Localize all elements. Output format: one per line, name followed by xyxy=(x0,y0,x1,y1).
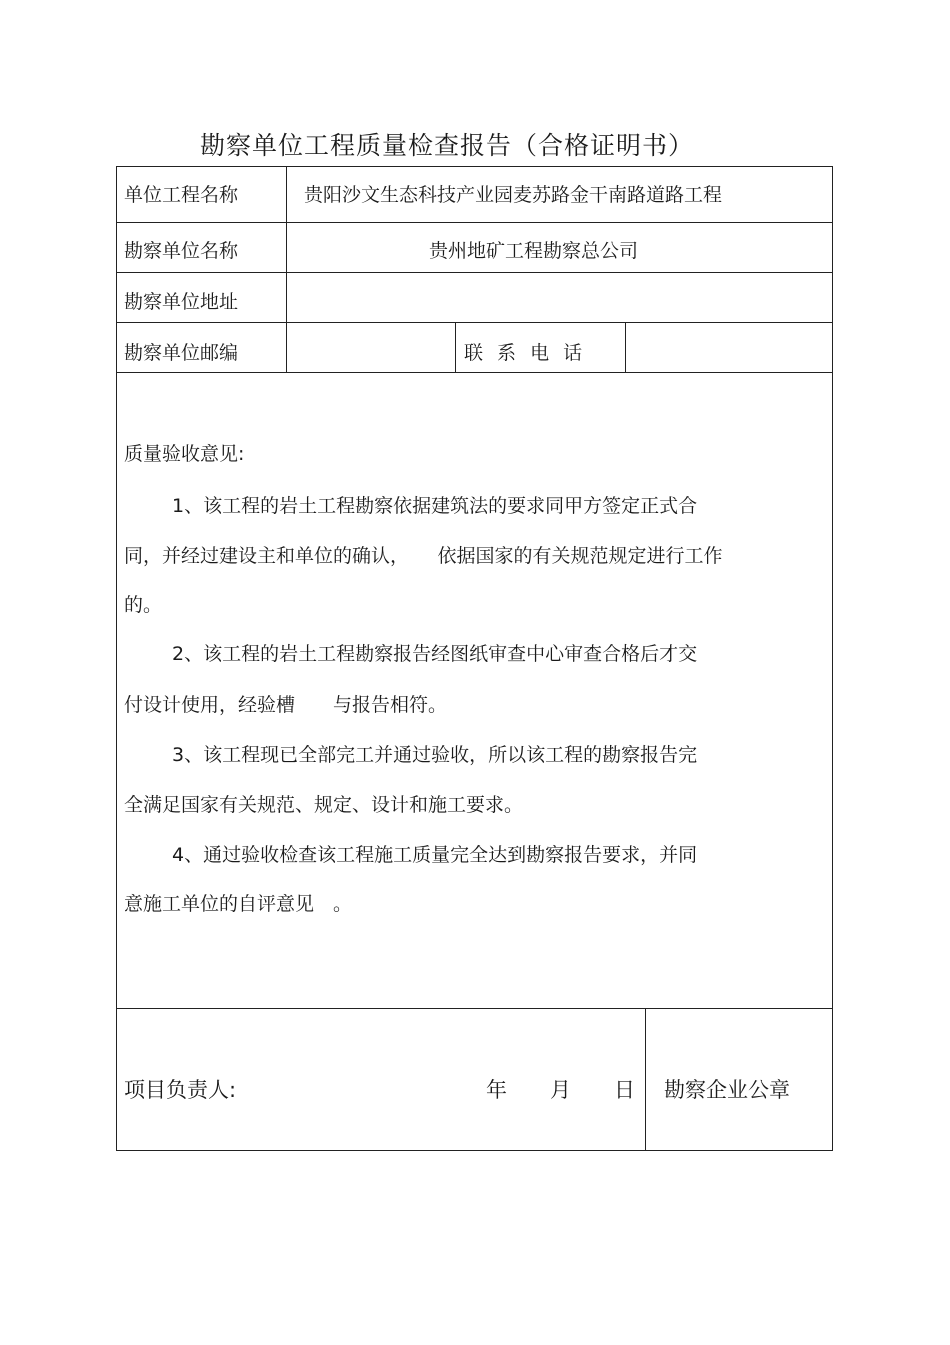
opinion-line: 4、通过验收检查该工程施工质量完全达到勘察报告要求，并同 xyxy=(172,844,698,866)
opinion-line: 3、该工程现已全部完工并通过验收，所以该工程的勘察报告完 xyxy=(172,744,698,766)
opinion-line: 意施工单位的自评意见 。 xyxy=(124,893,353,915)
column-divider xyxy=(645,1008,646,1151)
opinion-line: 1、该工程的岩土工程勘察依据建筑法的要求同甲方签定正式合 xyxy=(172,495,698,517)
opinion-line: 同，并经过建设主和单位的确认， 依据国家的有关规范规定进行工作 xyxy=(124,545,723,567)
row-divider xyxy=(116,372,833,373)
survey-unit-address-label: 勘察单位地址 xyxy=(124,291,239,313)
row-divider xyxy=(116,1008,833,1009)
contact-phone-label: 联 系 电 话 xyxy=(464,342,587,364)
row-divider xyxy=(116,272,833,273)
opinion-line: 付设计使用，经验槽 与报告相符。 xyxy=(124,694,448,716)
survey-unit-postcode-label: 勘察单位邮编 xyxy=(124,342,239,364)
opinion-line: 全满足国家有关规范、规定、设计和施工要求。 xyxy=(124,794,524,816)
project-name-value: 贵阳沙文生态科技产业园麦苏路金干南路道路工程 xyxy=(304,184,723,206)
column-divider xyxy=(625,322,626,373)
survey-unit-name-label: 勘察单位名称 xyxy=(124,240,239,262)
row-divider xyxy=(116,322,833,323)
company-seal-label: 勘察企业公章 xyxy=(664,1078,790,1102)
column-divider xyxy=(455,322,456,373)
row-divider xyxy=(116,222,833,223)
opinion-line: 的。 xyxy=(124,594,163,616)
project-name-label: 单位工程名称 xyxy=(124,184,239,206)
survey-unit-name-value: 贵州地矿工程勘察总公司 xyxy=(429,240,639,262)
column-divider xyxy=(286,166,287,373)
page-title: 勘察单位工程质量检查报告（合格证明书） xyxy=(200,131,695,160)
opinion-line: 2、该工程的岩土工程勘察报告经图纸审查中心审查合格后才交 xyxy=(172,643,698,665)
date-day-label: 日 xyxy=(614,1078,635,1102)
date-month-label: 月 xyxy=(550,1078,571,1102)
project-manager-label: 项目负责人: xyxy=(124,1078,237,1102)
date-year-label: 年 xyxy=(486,1078,507,1102)
opinion-heading: 质量验收意见: xyxy=(124,443,245,465)
